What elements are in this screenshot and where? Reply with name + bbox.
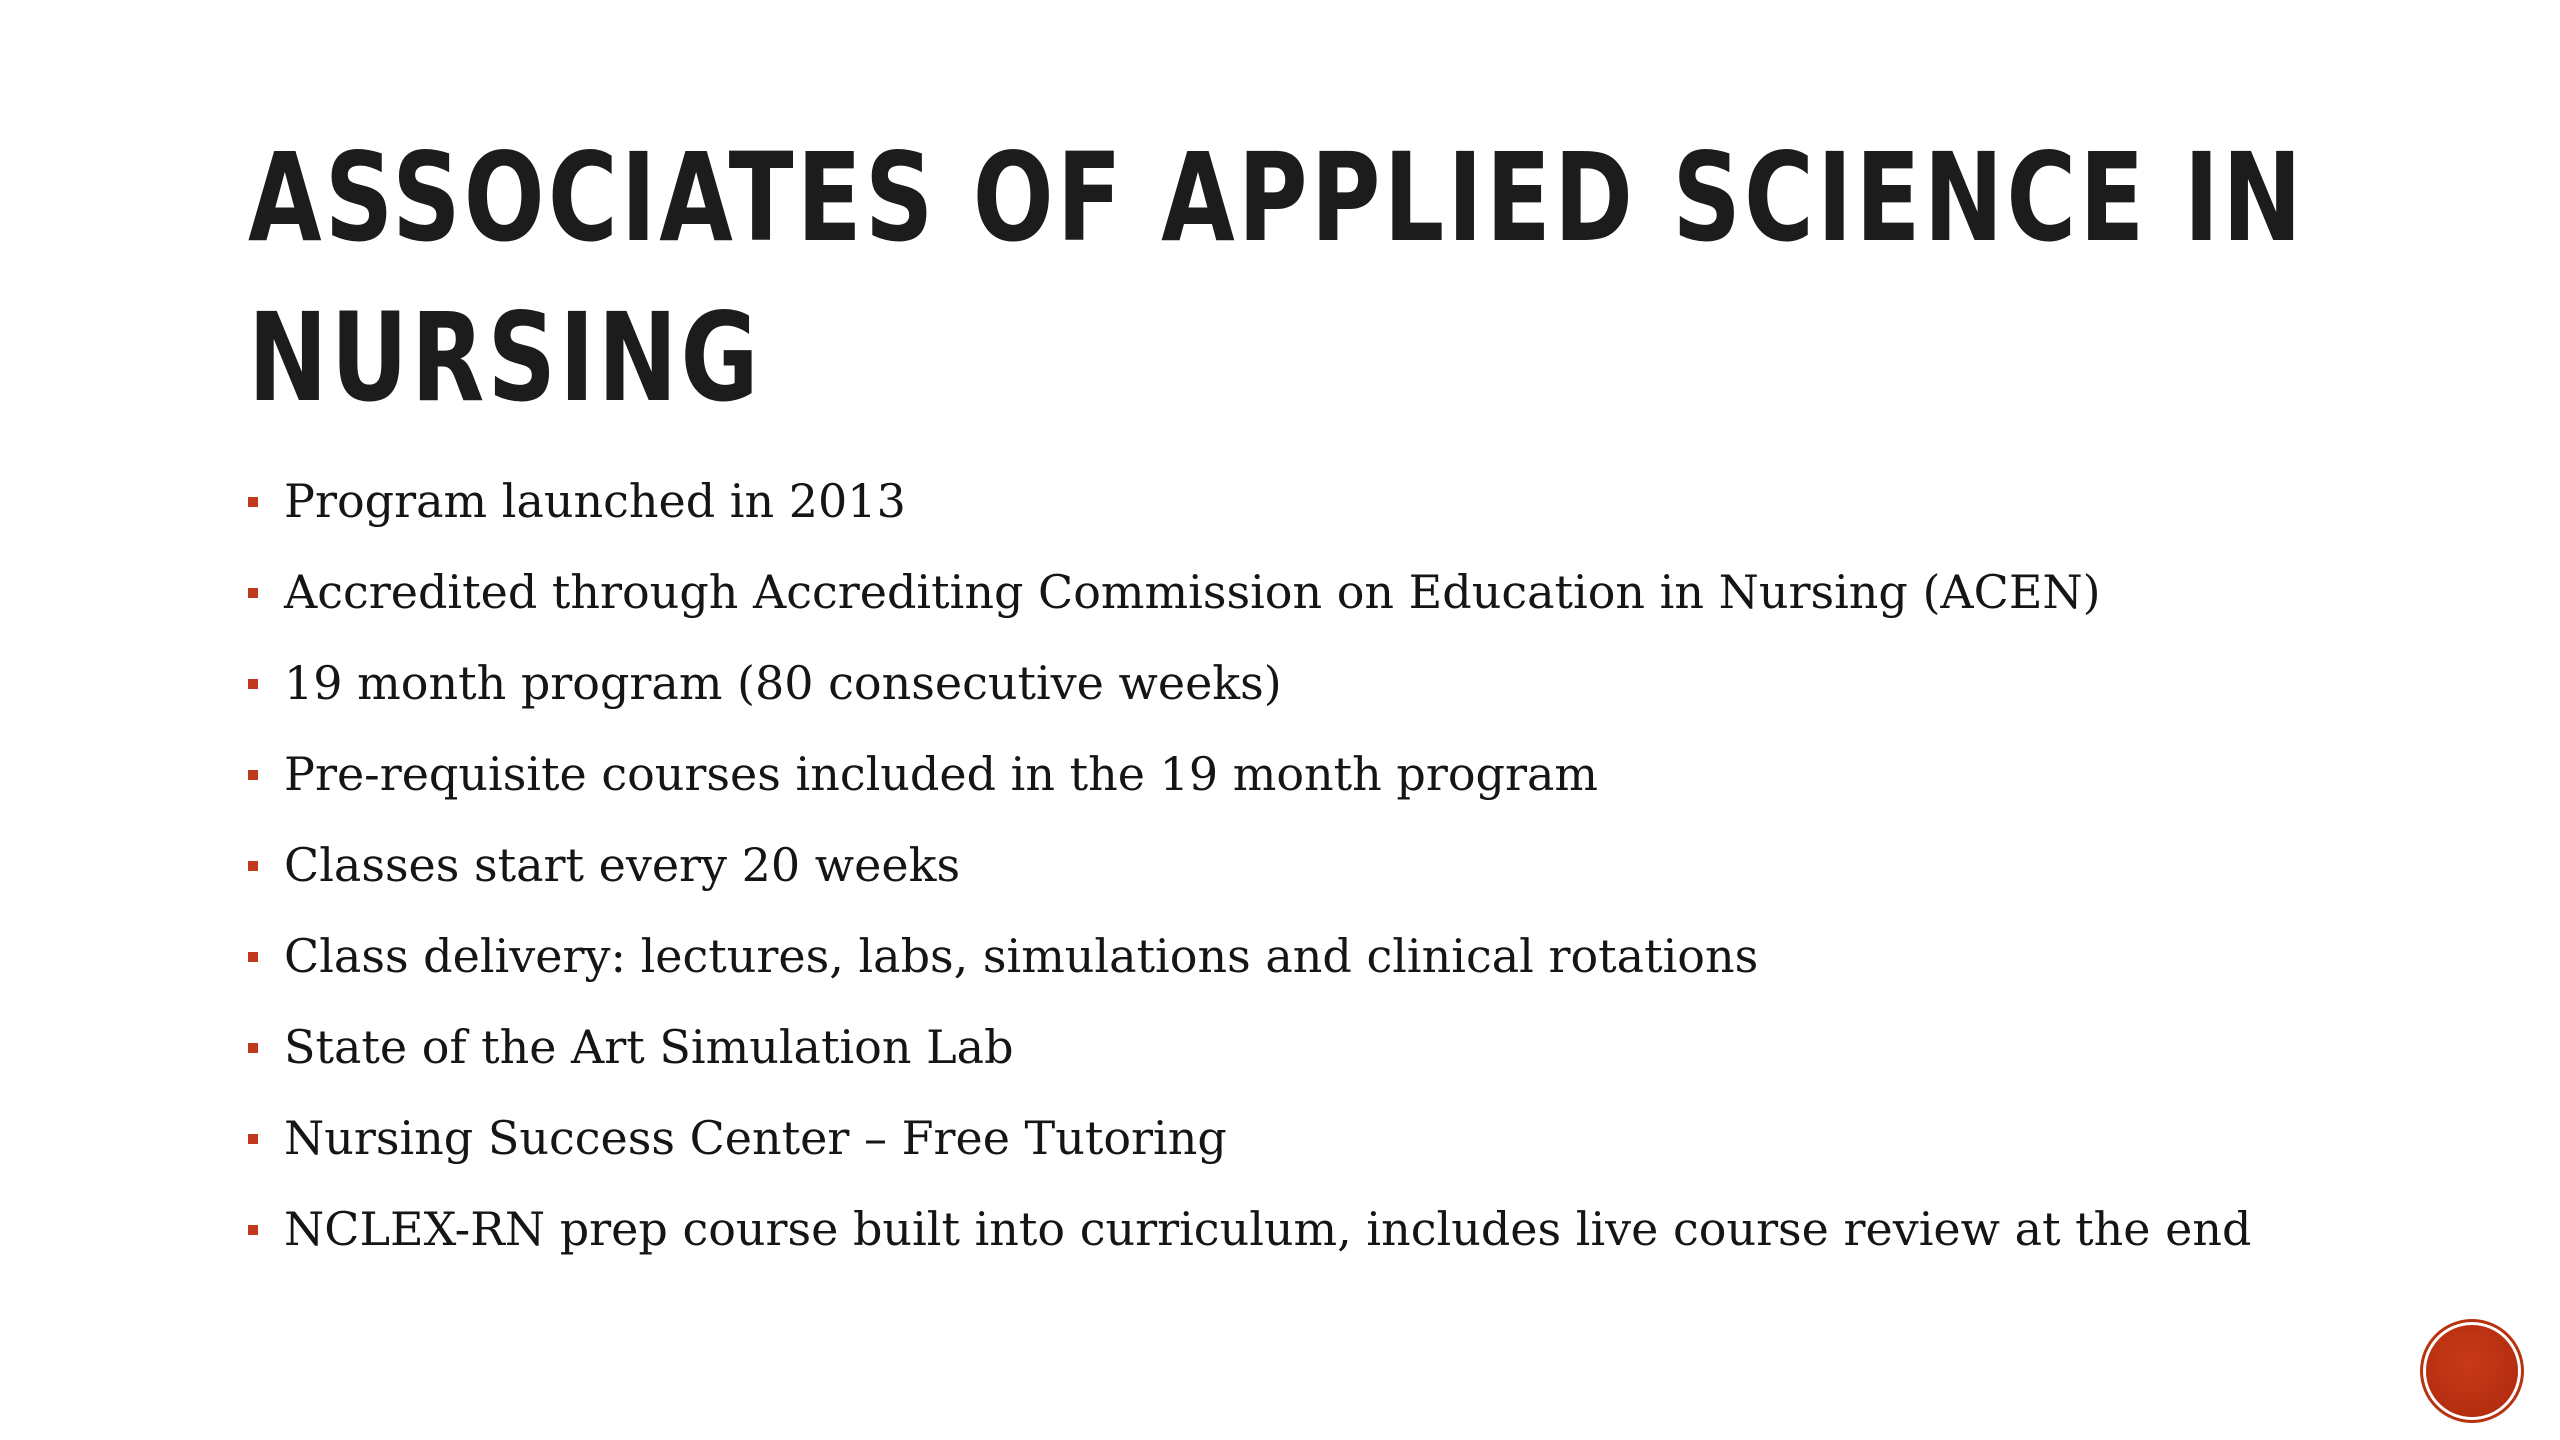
bullet-item-success-center [248, 1092, 2498, 1183]
slide-title-line-2: NURSING [248, 287, 762, 429]
square-bullet-icon [248, 497, 258, 507]
bullet-text: NCLEX-RN prep course built into curriculum, includes live course review at the end [284, 1201, 2252, 1256]
square-bullet-icon [248, 1043, 258, 1053]
bullet-text: Accredited through Accrediting Commission on Education in Nursing (ACEN) [284, 564, 2101, 619]
bullet-text: State of the Art Simulation Lab [284, 1019, 1014, 1074]
bullet-item-prerequisites [248, 728, 2498, 819]
bullet-item-class-delivery [248, 910, 2498, 1001]
bullet-list [248, 455, 2498, 1274]
bullet-item-accreditation [248, 546, 2498, 637]
bullet-text: Nursing Success Center – Free Tutoring [284, 1110, 1227, 1165]
bullet-item-simulation-lab [248, 1001, 2498, 1092]
bullet-item-class-start [248, 819, 2498, 910]
square-bullet-icon [248, 952, 258, 962]
square-bullet-icon [248, 588, 258, 598]
slide-title [248, 118, 2306, 438]
bullet-text: Classes start every 20 weeks [284, 837, 961, 892]
square-bullet-icon [248, 1134, 258, 1144]
slide-title-line-1: ASSOCIATES OF APPLIED SCIENCE IN [248, 127, 2306, 269]
square-bullet-icon [248, 861, 258, 871]
bullet-text: Program launched in 2013 [284, 473, 906, 528]
square-bullet-icon [248, 679, 258, 689]
bullet-item-nclex-prep [248, 1183, 2498, 1274]
bullet-text: Class delivery: lectures, labs, simulations and clinical rotations [284, 928, 1759, 983]
bullet-item-program-length [248, 637, 2498, 728]
square-bullet-icon [248, 770, 258, 780]
circle-badge-icon [2426, 1325, 2518, 1417]
bullet-item-program-launched [248, 455, 2498, 546]
bullet-text: Pre-requisite courses included in the 19 month program [284, 746, 1599, 801]
bullet-text: 19 month program (80 consecutive weeks) [284, 655, 1282, 710]
square-bullet-icon [248, 1225, 258, 1235]
